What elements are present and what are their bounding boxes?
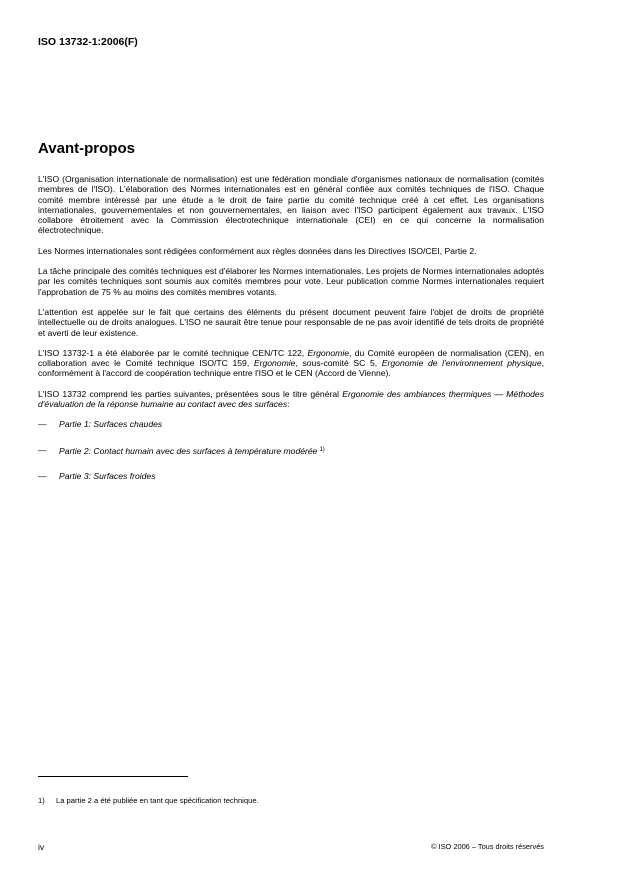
paragraph-iso-organisation: L'ISO (Organisation internationale de normalisation) est une fédération mondiale d'organismes nationaux de normalisation (comités membres de l'ISO). L'élaboration des Normes internationales est en général confiée aux comités techniques de l'ISO. Chaque comité membre intéressé par une étude a le droit de faire partie du comité technique créé à cet effet. Les organisations internationales, gouvernementales et non gouvernementales, en liaison avec l'ISO participent également aux travaux. L'ISO collabore étroitement avec la Commission électrotechnique internationale (CEI) en ce qui concerne la normalisation électrotechnique. <box>38 174 544 236</box>
section-title: Avant-propos <box>38 140 135 157</box>
preparation-text-3: , sous-comité SC 5, <box>295 358 382 369</box>
paragraph-preparation <box>38 348 544 379</box>
committee-name-ergonomie-2: Ergonomie <box>253 358 296 369</box>
list-item <box>38 445 544 456</box>
subcommittee-name: Ergonomie de l'environnement physique <box>381 358 542 369</box>
foreword-body <box>38 174 544 496</box>
page-number: iv <box>38 842 45 852</box>
part-label: Partie 1: Surfaces chaudes <box>59 419 163 430</box>
em-dash: — <box>38 470 47 481</box>
footnote-text: La partie 2 a été publiée en tant que spécification technique. <box>56 796 259 805</box>
committee-name-ergonomie-1: Ergonomie <box>307 347 350 358</box>
general-title: Ergonomie des ambiances thermiques — Méthodes d'évaluation de la réponse humaine au contact avec des surfaces <box>38 388 544 410</box>
preparation-text-2: , du Comité européen de normalisation (CEN), en collaboration avec le Comité technique ISO/TC 159, <box>38 347 544 369</box>
paragraph-parts-intro <box>38 389 544 410</box>
list-item <box>38 419 544 429</box>
paragraph-patent-rights: L'attention est appelée sur le fait que certains des éléments du présent document peuvent faire l'objet de droits de propriété intellectuelle ou de droits analogues. L'ISO ne saurait être tenue pour responsable de ne pas avoir identifié de tels droits de propriété et averti de leur existence. <box>38 306 544 338</box>
paragraph-directives: Les Normes internationales sont rédigées conformément aux règles données dans les Directives ISO/CEI, Partie 2. <box>38 245 477 256</box>
footnote-reference[interactable]: 1) <box>319 446 325 453</box>
em-dash: — <box>38 419 47 430</box>
part-label: Partie 2: Contact humain avec des surfaces à température modérée <box>59 445 318 456</box>
parts-list <box>38 419 544 481</box>
em-dash: — <box>38 444 47 455</box>
document-id: ISO 13732-1:2006(F) <box>38 36 138 48</box>
list-item <box>38 471 544 481</box>
paragraph-technical-committees: La tâche principale des comités techniques est d'élaborer les Normes internationales. Les projets de Normes internationales adoptés par les comités techniques sont soumis aux comités membres pour vote. Leur publication comme Normes internationales requiert l'approbation de 75 % au moins des comités membres votants. <box>38 266 544 297</box>
copyright-notice: © ISO 2006 – Tous droits réservés <box>431 842 544 851</box>
preparation-text-1: L'ISO 13732-1 a été élaborée par le comité technique CEN/TC 122, <box>38 347 308 358</box>
parts-intro-text: L'ISO 13732 comprend les parties suivantes, présentées sous le titre général <box>38 388 343 399</box>
footnote-number: 1) <box>38 796 45 805</box>
preparation-text-4: , conformément à l'accord de coopération technique entre l'ISO et le CEN (Accord de Vienne). <box>38 358 545 379</box>
parts-intro-end: : <box>287 399 290 410</box>
part-label: Partie 3: Surfaces froides <box>59 470 156 481</box>
footnote <box>38 796 259 805</box>
footnote-divider <box>38 776 188 777</box>
